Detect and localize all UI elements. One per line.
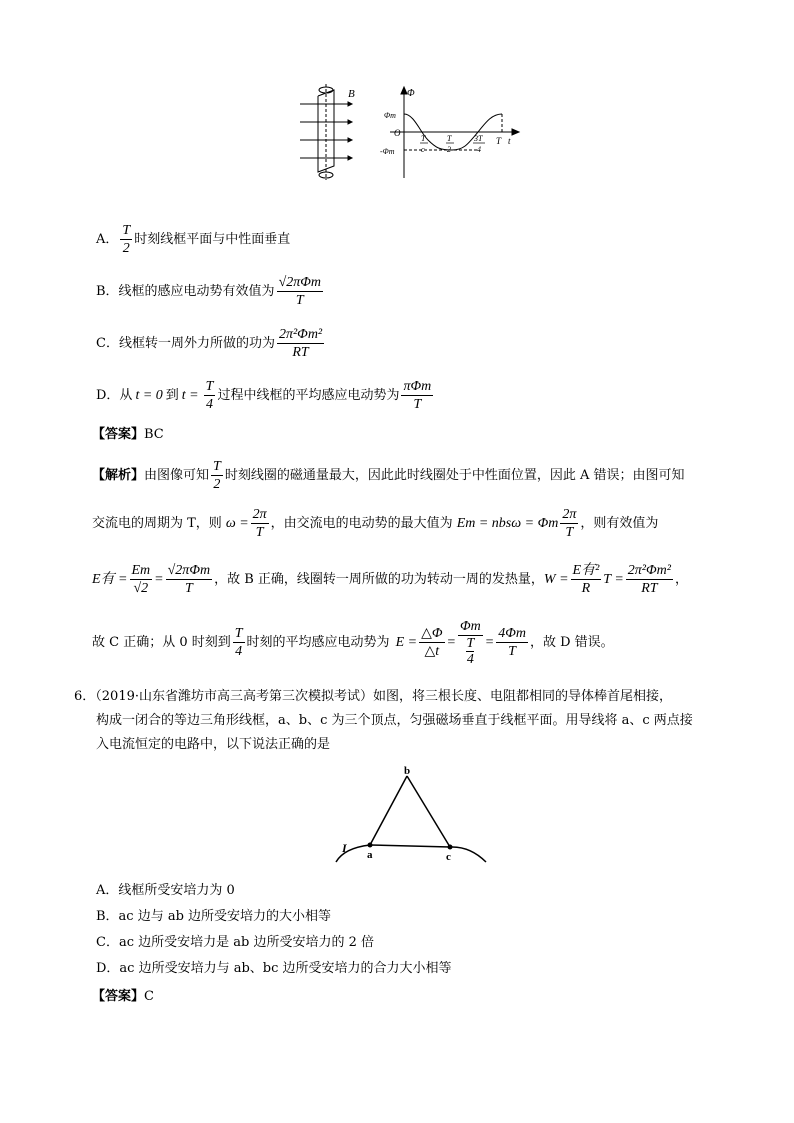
node-a	[368, 843, 373, 848]
fraction: $\frac{2\pi}{T}$	[252, 507, 267, 540]
fraction: $\frac{\text{√2πΦm}}{T}$	[278, 275, 322, 308]
tick-t-c-den: c	[421, 145, 425, 154]
fraction: $\frac{\text{√2πΦm}}{T}$	[167, 563, 211, 596]
q5-analysis-line-4: 故 C 正确；从 0 时刻到 $\frac{T}{4}$ 时刻的平均感应电动势为 E = $\frac{\triangle\Phi}{\triangle t}$ = Φm T 4 = $\frac{4\Phi m}{T}$ ，故 D 错误。	[92, 619, 614, 667]
axis-x-label: t	[508, 136, 511, 146]
fraction: $\frac{T}{2}$	[213, 459, 221, 492]
fraction: $\frac{\text{2π²Φm²}}{RT}$	[627, 563, 671, 596]
q6-option-d: D．ac 边所受安培力与 ab、bc 边所受安培力的合力大小相等	[96, 961, 452, 976]
fraction: $\frac{T}{4}$	[234, 626, 243, 659]
q5-analysis-line-3: E有 = $\frac{Em}{√2}$ = $\frac{\text{√2πΦm}}{T}$ ，故 B 正确，线圈转一周所做的功为转动一周的发热量， W = $\frac{\text{E有²}}{R}$ T = $\frac{\text{2π²Φm²}}{RT}$ ，	[92, 563, 688, 596]
tick-3t-4-num: 3T	[474, 134, 483, 143]
q6-option-c: C．ac 边所受安培力是 ab 边所受安培力的 2 倍	[96, 935, 374, 950]
tick-3t-4-den: 4	[477, 145, 481, 154]
coil-in-field-diagram	[300, 84, 352, 180]
field-label: B	[348, 88, 355, 100]
current-label: I	[342, 841, 347, 855]
neg-phi-m-label: -Φm	[380, 147, 395, 156]
q5-analysis-line-2: 交流电的周期为 T，则 ω = $\frac{2\pi}{T}$ ，由交流电的电动势的最大值为 Em = nbsω = Φm $\frac{2\pi}{T}$ ，则有效值为	[92, 507, 659, 540]
fraction: $\frac{\text{E有²}}{R}$	[572, 563, 600, 596]
compound-fraction: Φm T 4	[459, 619, 481, 667]
tick-t-c-num: T	[421, 134, 426, 143]
node-c	[448, 845, 453, 850]
q6-stem-line-1: 6．（2019·山东省潍坊市高三高考第三次模拟考试）如图，将三根长度、电阻都相同的导体棒首尾相接，	[74, 689, 672, 704]
fraction: $\frac{2\pi}{T}$	[562, 507, 577, 540]
q5-analysis-line-1: 【解析】 由图像可知 $\frac{T}{2}$ 时刻线圈的磁通量最大，因此此时线圈处于中性面位置，因此 A 错误；由图可知	[92, 459, 685, 492]
origin-label: O	[394, 128, 401, 138]
flux-graph	[390, 87, 519, 178]
vertex-a-label: a	[367, 849, 373, 861]
q6-stem-line-3: 入电流恒定的电路中，以下说法正确的是	[96, 737, 331, 752]
q6-stem-line-2: 构成一闭合的等边三角形线框，a、b、c 为三个顶点，匀强磁场垂直于线框平面。用导线将 a、c 两点接	[96, 713, 693, 728]
fraction: $\frac{\triangle\Phi}{\triangle t}$	[421, 626, 443, 659]
tick-t-2-num: T	[447, 134, 452, 143]
fraction: $\frac{\text{2π²Φm²}}{RT}$	[278, 327, 323, 360]
q6-answer: 【答案】C	[92, 989, 154, 1004]
fraction: $\frac{T}{2}$	[122, 223, 131, 256]
q6-option-b: B．ac 边与 ab 边所受安培力的大小相等	[96, 909, 332, 924]
q5-option-d: D．从 t = 0 到 t = $\frac{T}{4}$ 过程中线框的平均感应电动势为 $\frac{\text{πΦm}}{T}$	[96, 379, 432, 412]
fraction: $\frac{T}{4}$	[205, 379, 214, 412]
triangle-frame	[336, 776, 486, 862]
tick-t: T	[496, 136, 502, 146]
q5-option-a: A． $\frac{T}{2}$ 时刻线框平面与中性面垂直	[96, 223, 291, 256]
fraction: $\frac{\text{πΦm}}{T}$	[403, 379, 432, 412]
axis-y-label: Φ	[407, 88, 415, 99]
q5-option-c: C．线框转一周外力所做的功为 $\frac{\text{2π²Φm²}}{RT}$	[96, 327, 323, 360]
figure-coil-flux	[290, 82, 530, 182]
q6-option-a: A．线框所受安培力为 0	[96, 883, 235, 898]
fraction: $\frac{Em}{√2}$	[131, 563, 151, 596]
vertex-b-label: b	[404, 765, 411, 777]
fraction: $\frac{4\Phi m}{T}$	[498, 626, 526, 659]
vertex-c-label: c	[446, 851, 451, 863]
q5-option-b: B．线框的感应电动势有效值为 $\frac{\text{√2πΦm}}{T}$	[96, 275, 322, 308]
tick-t-2-den: 2	[447, 145, 451, 154]
figure-triangle-frame	[330, 762, 500, 872]
phi-m-label: Φm	[384, 111, 396, 120]
q5-answer: 【答案】BC	[92, 427, 164, 442]
